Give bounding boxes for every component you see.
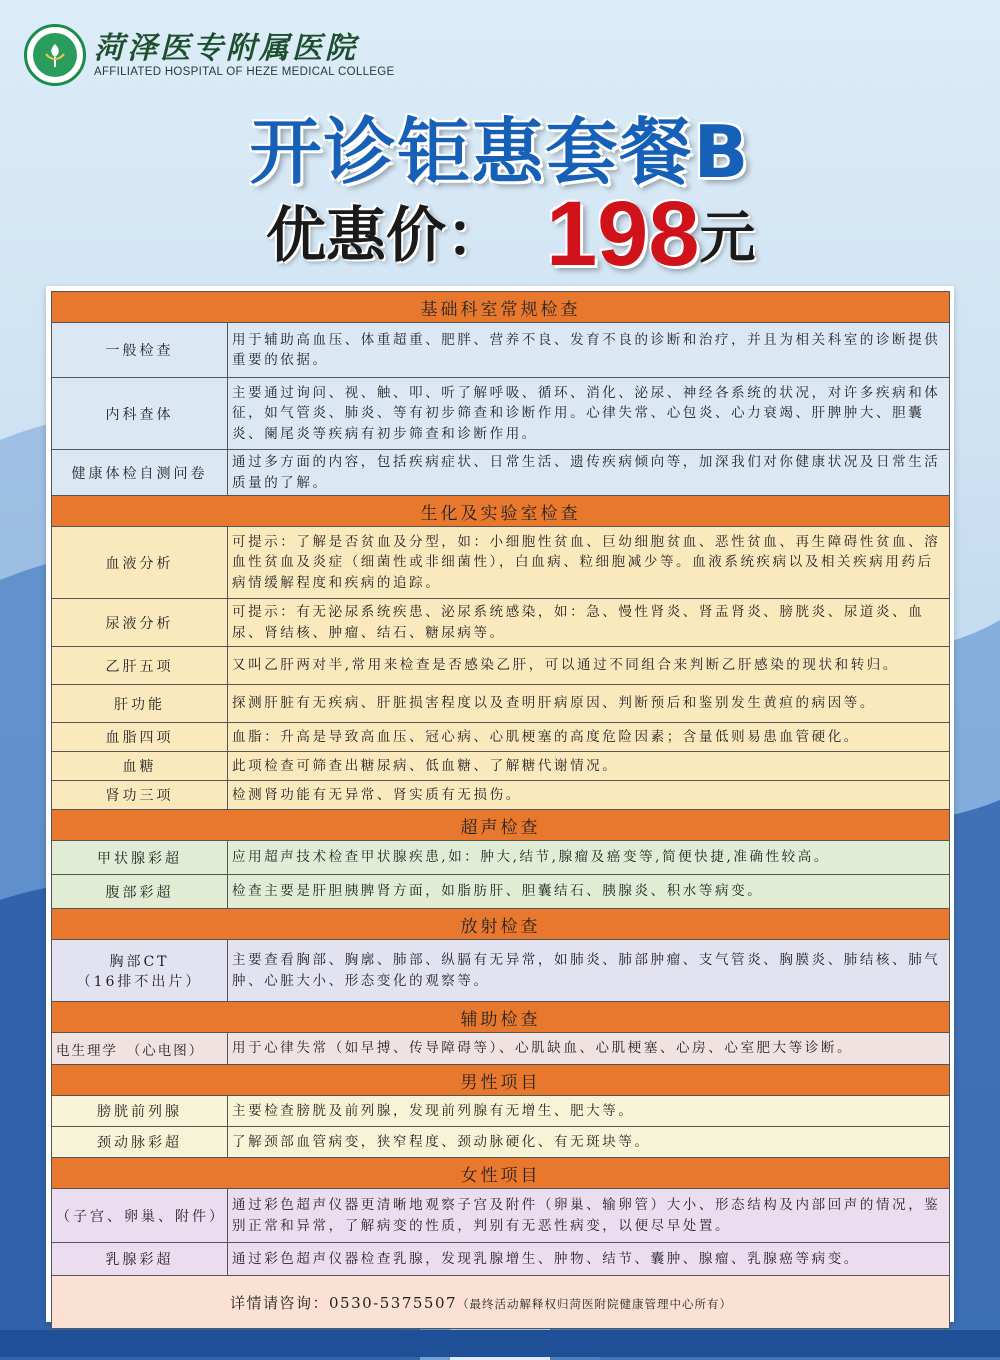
section-title: 超声检查 xyxy=(52,810,950,841)
item-name: 尿液分析 xyxy=(52,599,228,647)
item-desc: 应用超声技术检查甲状腺疾患,如：肿大,结节,腺瘤及癌变等,简便快捷,准确性较高。 xyxy=(228,841,950,875)
price-unit: 元 xyxy=(699,206,756,271)
table-row xyxy=(52,752,950,781)
item-name: （子宫、卵巢、附件） xyxy=(52,1189,228,1243)
item-name: 血脂四项 xyxy=(52,723,228,752)
section-title: 基础科室常规检查 xyxy=(52,292,950,323)
item-name: 颈动脉彩超 xyxy=(52,1127,228,1158)
item-desc: 检查主要是肝胆胰脾肾方面，如脂肪肝、胆囊结石、胰腺炎、积水等病变。 xyxy=(228,875,950,909)
table-row xyxy=(52,323,950,378)
section-title: 辅助检查 xyxy=(52,1002,950,1033)
item-desc: 检测肾功能有无异常、肾实质有无损伤。 xyxy=(228,781,950,810)
section-header-row xyxy=(52,1158,950,1189)
item-desc: 通过多方面的内容，包括疾病症状、日常生活、遗传疾病倾向等，加深我们对你健康状况及日常生活质量的了解。 xyxy=(228,450,950,496)
table-row xyxy=(52,527,950,599)
section-title: 生化及实验室检查 xyxy=(52,496,950,527)
item-desc: 通过彩色超声仪器检查乳腺，发现乳腺增生、肿物、结节、囊肿、腺瘤、乳腺癌等病变。 xyxy=(228,1243,950,1276)
hospital-name-en: AFFILIATED HOSPITAL OF HEZE MEDICAL COLLEGE xyxy=(94,66,395,78)
table-row xyxy=(52,1033,950,1065)
section-header-row xyxy=(52,496,950,527)
hospital-name-cn: 菏泽医专附属医院 xyxy=(94,31,358,66)
table-row xyxy=(52,940,950,1002)
item-name: 甲状腺彩超 xyxy=(52,841,228,875)
item-name-line2: （16排不出片） xyxy=(76,973,203,990)
table-row xyxy=(52,647,950,685)
section-title: 男性项目 xyxy=(52,1065,950,1096)
package-title: 开诊钜惠套餐B xyxy=(249,110,751,194)
item-name: 膀胱前列腺 xyxy=(52,1096,228,1127)
section-title: 女性项目 xyxy=(52,1158,950,1189)
section-header-row xyxy=(52,909,950,940)
item-desc: 可提示：了解是否贫血及分型，如：小细胞性贫血、巨幼细胞贫血、恶性贫血、再生障碍性贫血、溶血性贫血及炎症（细菌性或非细菌性），白血病、粒细胞减少等。血液系统疾病以及相关疾病用药后病情缓解程度和疾病的追踪。 xyxy=(228,527,950,599)
item-name: 血液分析 xyxy=(52,527,228,599)
section-title: 放射检查 xyxy=(52,909,950,940)
item-desc: 用于心律失常（如早搏、传导障碍等）、心肌缺血、心肌梗塞、心房、心室肥大等诊断。 xyxy=(228,1033,950,1065)
item-name: 肝功能 xyxy=(52,685,228,723)
footer-note: （最终活动解释权归菏医附院健康管理中心所有） xyxy=(457,1296,733,1311)
footer-row xyxy=(52,1276,950,1329)
item-name: 肾功三项 xyxy=(52,781,228,810)
item-desc: 通过彩色超声仪器更清晰地观察子宫及附件（卵巢、输卵管）大小、形态结构及内部回声的情况，鉴别正常和异常，了解病变的性质，判别有无恶性病变，以便尽早处置。 xyxy=(228,1189,950,1243)
table-row xyxy=(52,875,950,909)
table-row xyxy=(52,1243,950,1276)
table-row xyxy=(52,841,950,875)
hospital-logo-block xyxy=(24,22,394,88)
table-row xyxy=(52,685,950,723)
table-row xyxy=(52,599,950,647)
section-header-row xyxy=(52,810,950,841)
bottom-bar xyxy=(0,1330,1000,1357)
item-name: 内科查体 xyxy=(52,378,228,450)
item-desc: 用于辅助高血压、体重超重、肥胖、营养不良、发育不良的诊断和治疗，并且为相关科室的诊断提供重要的依据。 xyxy=(228,323,950,378)
section-header-row xyxy=(52,292,950,323)
item-desc: 主要检查膀胱及前列腺，发现前列腺有无增生、肥大等。 xyxy=(228,1096,950,1127)
table-row xyxy=(52,450,950,496)
item-desc: 主要通过询问、视、触、叩、听了解呼吸、循环、消化、泌尿、神经各系统的状况，对许多疾病和体征，如气管炎、肺炎、等有初步筛查和诊断作用。心律失常、心包炎、心力衰竭、肝脾肿大、胆囊炎、阑尾炎等疾病有初步筛查和诊断作用。 xyxy=(228,378,950,450)
price-label: 优惠价： xyxy=(266,201,506,271)
item-name: 一般检查 xyxy=(52,323,228,378)
table-row xyxy=(52,378,950,450)
package-table xyxy=(51,291,950,1329)
table-row xyxy=(52,723,950,752)
item-desc: 探测肝脏有无疾病、肝脏损害程度以及查明肝病原因、判断预后和鉴别发生黄疸的病因等。 xyxy=(228,685,950,723)
section-header-row xyxy=(52,1065,950,1096)
table-row xyxy=(52,1127,950,1158)
section-header-row xyxy=(52,1002,950,1033)
footer-cell xyxy=(52,1276,950,1329)
item-desc: 此项检查可筛查出糖尿病、低血糖、了解糖代谢情况。 xyxy=(228,752,950,781)
table-row xyxy=(52,1096,950,1127)
price-row xyxy=(266,180,756,285)
hospital-logo-icon xyxy=(24,24,86,86)
package-sheet xyxy=(46,286,954,1322)
item-name-line1: 胸部CT xyxy=(109,953,170,970)
price-value: 198 xyxy=(546,183,700,285)
table-row xyxy=(52,1189,950,1243)
item-name: 血糖 xyxy=(52,752,228,781)
contact-phone: 详情请咨询：0530-5375507 xyxy=(230,1293,458,1312)
table-row xyxy=(52,781,950,810)
item-name: 乳腺彩超 xyxy=(52,1243,228,1276)
item-desc: 又叫乙肝两对半,常用来检查是否感染乙肝，可以通过不同组合来判断乙肝感染的现状和转归。 xyxy=(228,647,950,685)
item-desc: 血脂：升高是导致高血压、冠心病、心肌梗塞的高度危险因素；含量低则易患血管硬化。 xyxy=(228,723,950,752)
item-name: 乙肝五项 xyxy=(52,647,228,685)
item-name xyxy=(52,940,228,1002)
item-name: 电生理学 （心电图） xyxy=(52,1033,228,1065)
item-name: 腹部彩超 xyxy=(52,875,228,909)
item-name: 健康体检自测问卷 xyxy=(52,450,228,496)
item-desc: 主要查看胸部、胸廓、肺部、纵膈有无异常，如肺炎、肺部肿瘤、支气管炎、胸膜炎、肺结核、肺气肿、心脏大小、形态变化的观察等。 xyxy=(228,940,950,1002)
item-desc: 可提示：有无泌尿系统疾患、泌尿系统感染，如：急、慢性肾炎、肾盂肾炎、膀胱炎、尿道炎、血尿、肾结核、肿瘤、结石、糖尿病等。 xyxy=(228,599,950,647)
item-desc: 了解颈部血管病变，狭窄程度、颈动脉硬化、有无斑块等。 xyxy=(228,1127,950,1158)
